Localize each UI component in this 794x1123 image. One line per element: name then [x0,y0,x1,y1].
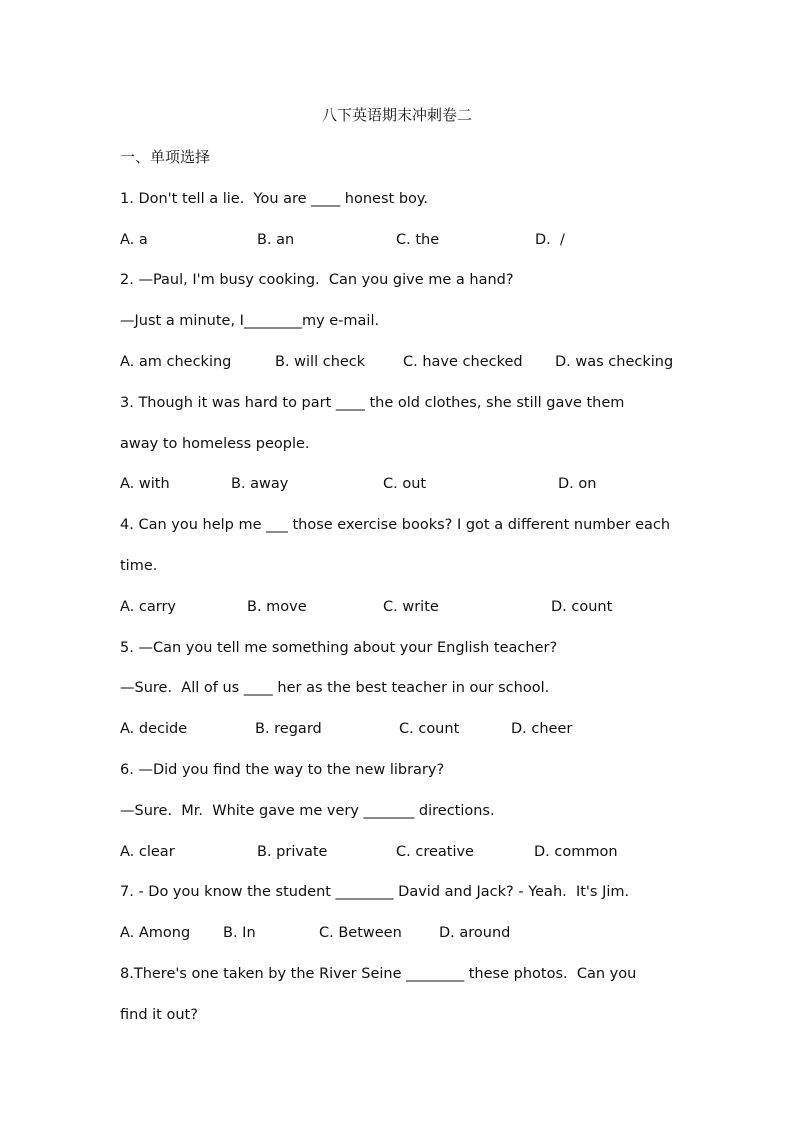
question-4-options [120,596,680,618]
section-heading: 一、单项选择 [120,148,211,166]
option-a: A. am checking [120,354,232,370]
question-2-options [120,351,680,373]
question-2-reply: —Just a minute, I________my e-mail. [120,313,380,329]
question-1-stem: 1. Don't tell a lie. You are ____ honest boy. [120,191,429,207]
option-c: C. count [399,721,460,737]
option-d: D. count [551,599,613,615]
option-b: B. will check [275,354,366,370]
question-6-stem: 6. —Did you find the way to the new library? [120,762,445,778]
question-5-reply: —Sure. All of us ____ her as the best teacher in our school. [120,680,550,696]
option-a: A. with [120,476,170,492]
option-d: D. on [558,476,597,492]
question-1-options [120,229,680,251]
question-4-stem-cont: time. [120,558,158,574]
question-6-options [120,841,680,863]
option-c: C. the [396,232,440,248]
option-b: B. regard [255,721,322,737]
question-8-stem: 8.There's one taken by the River Seine ________ these photos. Can you [120,966,637,982]
option-d: D. around [439,925,511,941]
question-3-options [120,473,680,495]
option-d: D. common [534,844,618,860]
question-6-reply: —Sure. Mr. White gave me very _______ directions. [120,803,495,819]
option-a: A. clear [120,844,175,860]
option-b: B. away [231,476,289,492]
question-7-stem: 7. - Do you know the student ________ David and Jack? - Yeah. It's Jim. [120,884,630,900]
option-a: A. carry [120,599,176,615]
question-5-stem: 5. —Can you tell me something about your English teacher? [120,640,558,656]
option-b: B. private [257,844,328,860]
option-c: C. creative [396,844,474,860]
option-b: B. In [223,925,256,941]
option-a: A. decide [120,721,188,737]
question-4-stem: 4. Can you help me ___ those exercise books? I got a different number each [120,517,671,533]
question-8-stem-cont: find it out? [120,1007,198,1023]
option-c: C. out [383,476,427,492]
option-d: D. was checking [555,354,674,370]
question-7-options [120,922,680,944]
option-c: C. have checked [403,354,523,370]
question-5-options [120,718,680,740]
option-b: B. move [247,599,307,615]
option-b: B. an [257,232,295,248]
question-3-stem: 3. Though it was hard to part ____ the old clothes, she still gave them [120,395,625,411]
question-2-stem: 2. —Paul, I'm busy cooking. Can you give me a hand? [120,272,514,288]
option-a: A. Among [120,925,191,941]
option-c: C. Between [319,925,402,941]
page-title: 八下英语期末冲刺卷二 [321,106,472,124]
option-c: C. write [383,599,439,615]
option-d: D. cheer [511,721,573,737]
option-d: D. / [535,232,565,248]
option-a: A. a [120,232,148,248]
question-3-stem-cont: away to homeless people. [120,436,310,452]
